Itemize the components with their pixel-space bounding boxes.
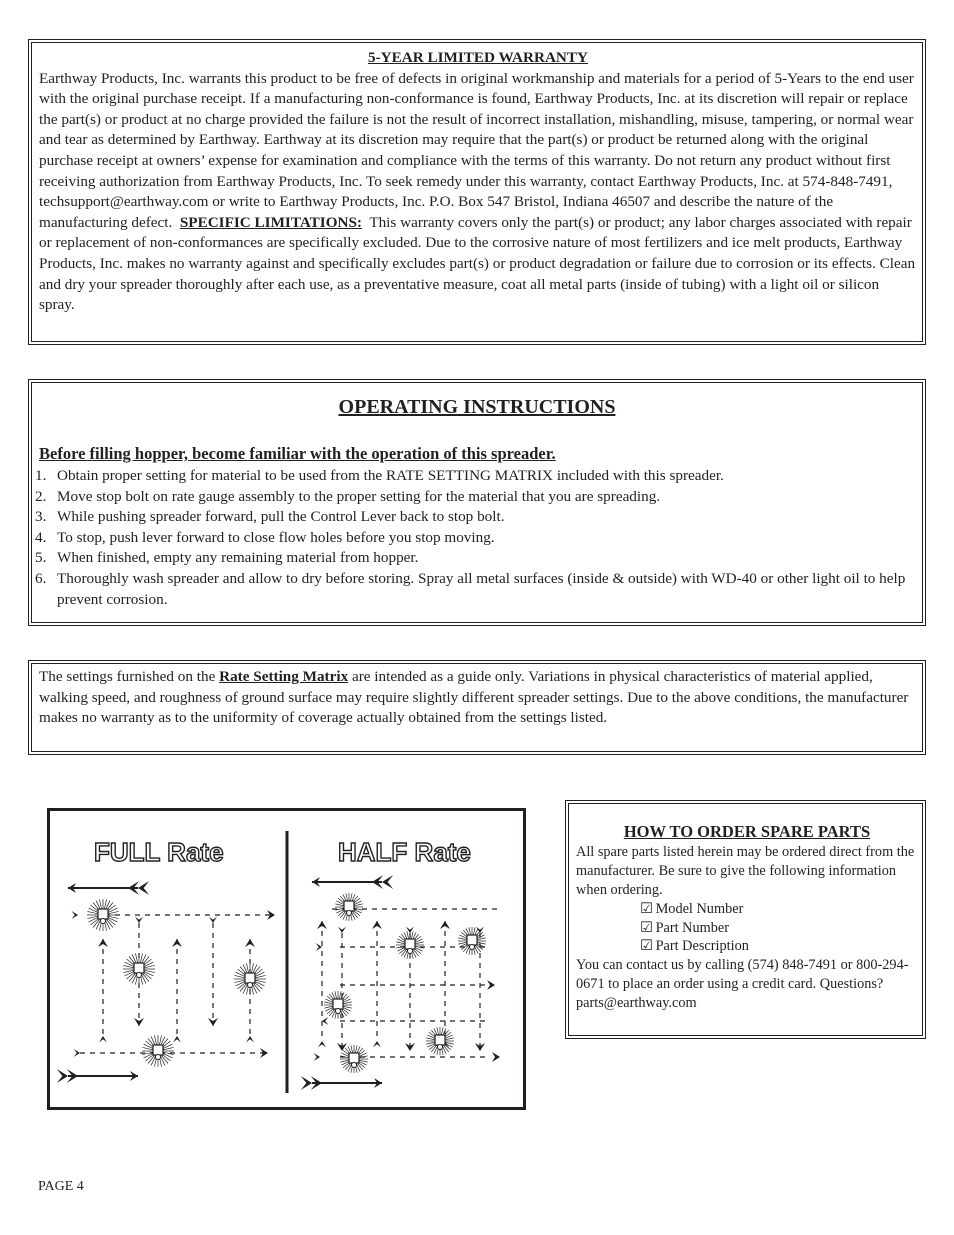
spreader-wheel-icon <box>336 1009 341 1014</box>
arrow-fletching-icon <box>373 1041 381 1047</box>
arrow-head-icon <box>492 1052 500 1062</box>
spare-parts-section <box>565 800 926 1039</box>
spreader-icon <box>134 963 144 973</box>
arrow-fletching-icon <box>135 917 143 923</box>
spreader-wheel-icon <box>101 919 106 924</box>
spreader-icon <box>405 939 415 949</box>
spreader-icon <box>349 1053 359 1063</box>
spreader-icon <box>435 1035 445 1045</box>
arrow-fletching-icon <box>301 1076 312 1090</box>
settings-note-section <box>28 660 926 755</box>
page-number: PAGE 4 <box>38 1179 84 1194</box>
warranty-section <box>28 39 926 345</box>
arrow-fletching-icon <box>138 881 149 895</box>
specific-limitations-label: SPECIFIC LIMITATIONS: <box>179 213 362 231</box>
spreader-icon <box>333 999 343 1009</box>
warranty-body <box>39 48 917 316</box>
operating-subtitle: Before filling hopper, become familiar with the operation of this spreader. <box>39 444 556 463</box>
step-item: 3. While pushing spreader forward, pull the Control Lever back to stop bolt. <box>35 508 505 526</box>
step-item: 1. Obtain proper setting for material to be used from the RATE SETTING MATRIX included with this spreader. <box>35 467 724 484</box>
spread-pattern-diagram <box>47 808 526 1110</box>
step-item: 5. When finished, empty any remaining material from hopper. <box>35 549 419 567</box>
warranty-text-2: This warranty covers only the part(s) or product; any labor charges associated with repair or replacement of non-conformances are specifically excluded. Due to the corrosive nature of most fertilizers and ice melt products, Earthway Products, Inc. makes no warranty against and specifically excludes part(s) or product degradation or failure due to corrosion or its effects. Clean and dry your spreader thoroughly after each use, as a preventative measure, coat all metal parts (inside of tubing) with a light oil or silicon spray. <box>39 213 916 314</box>
arrow-fletching-icon <box>246 1036 254 1042</box>
arrow-fletching-icon <box>382 875 393 889</box>
spare-parts-title: HOW TO ORDER SPARE PARTS <box>623 822 871 841</box>
full-rate-label: FULL Rate <box>94 837 224 867</box>
spreader-wheel-icon <box>408 949 413 954</box>
spare-parts-contact: You can contact us by calling (574) 848-7491 or 800-294-0671 to place an order using a credit card. Questions? parts@earthway.com <box>576 957 909 1012</box>
half-rate-label: HALF Rate <box>338 837 471 867</box>
arrow-fletching-icon <box>316 943 322 951</box>
arrow-fletching-icon <box>209 917 217 923</box>
arrow-fletching-icon <box>314 1053 320 1061</box>
arrow-head-icon <box>172 939 182 947</box>
arrow-fletching-icon <box>322 1017 328 1025</box>
rate-setting-matrix-label: Rate Setting Matrix <box>219 668 349 685</box>
checklist-item: ☑ Part Description <box>640 938 749 955</box>
settings-note-body: The settings furnished on the Rate Setting Matrix are intended as a guide only. Variations in physical characteristics of material applied, walking speed, and roughness of ground surface may require slightly different spreader settings. Due to the above conditions, the manufacturer makes no warranty as to the uniformity of coverage actually obtained from the settings listed. <box>39 668 909 727</box>
spreader-icon <box>467 935 477 945</box>
step-item: 6. Thoroughly wash spreader and allow to dry before storing. Spray all metal surfaces (inside & outside) with WD-40 or other light oil to help prevent corrosion. <box>35 569 906 608</box>
operating-instructions-section <box>28 379 926 626</box>
operating-steps <box>35 466 915 610</box>
checkbox-icon: ☑ <box>640 919 653 936</box>
spreader-wheel-icon <box>156 1055 161 1060</box>
arrow-fletching-icon <box>57 1069 68 1083</box>
arrow-head-icon <box>98 939 108 947</box>
arrow-head-icon <box>317 921 327 929</box>
arrow-fletching-icon <box>318 1041 326 1047</box>
spreader-wheel-icon <box>347 911 352 916</box>
spreader-wheel-icon <box>352 1063 357 1068</box>
spreader-icon <box>153 1045 163 1055</box>
spreader-wheel-icon <box>248 983 253 988</box>
checkbox-icon: ☑ <box>640 900 653 917</box>
spreader-icon <box>245 973 255 983</box>
arrow-fletching-icon <box>72 911 78 919</box>
arrow-fletching-icon <box>338 927 346 933</box>
checklist-item: ☑ Part Number <box>640 919 730 936</box>
arrow-head-icon <box>487 980 495 990</box>
operating-title: OPERATING INSTRUCTIONS <box>338 396 616 418</box>
spare-parts-intro: All spare parts listed herein may be ordered direct from the manufacturer. Be sure to give the following information when ordering. <box>576 843 915 898</box>
spread-pattern-illustration <box>50 811 523 1107</box>
arrow-head-icon <box>372 921 382 929</box>
spreader-icon <box>344 901 354 911</box>
warranty-title: 5-YEAR LIMITED WARRANTY <box>368 49 588 66</box>
spreader-wheel-icon <box>137 973 142 978</box>
arrow-fletching-icon <box>74 1049 80 1057</box>
arrow-head-icon <box>134 1018 144 1026</box>
arrow-head-icon <box>245 939 255 947</box>
spreader-wheel-icon <box>438 1045 443 1050</box>
spreader-icon <box>98 909 108 919</box>
spare-parts-body <box>576 823 918 1013</box>
step-item: 4. To stop, push lever forward to close flow holes before you stop moving. <box>35 528 495 546</box>
arrow-head-icon <box>440 921 450 929</box>
spreader-wheel-icon <box>470 945 475 950</box>
arrow-fletching-icon <box>173 1036 181 1042</box>
checkbox-icon: ☑ <box>640 938 653 955</box>
arrow-fletching-icon <box>99 1036 107 1042</box>
warranty-text-1: Earthway Products, Inc. warrants this product to be free of defects in original workmanship and materials for a period of 5-Years to the end user with the original purchase receipt. If a manufacturing non-conformance is found, Earthway Products, Inc. at its discretion will repair or replace the part(s) or product at no charge provided the failure is not the result of incorrect installation, mishandling, misuse, tampering, or normal wear and tear as determined by Earthway. Earthway at its discretion may require that the part(s) or product be returned along with the original purchase receipt at owners’ expense for examination and compliance with the terms of this warranty. Do not return any product without first receiving authorization from Earthway Products, Inc. To seek remedy under this warranty, contact Earthway Products, Inc. at 574-848-7491, techsupport@earthway.com or write to Earthway Products, Inc. P.O. Box 547 Bristol, Indiana 46507 and describe the nature of the manufacturing defect. <box>39 69 914 231</box>
arrow-head-icon <box>208 1018 218 1026</box>
checklist-item: ☑ Model Number <box>640 900 744 917</box>
step-item: 2. Move stop bolt on rate gauge assembly to the proper setting for the material that you are spreading. <box>35 487 661 505</box>
